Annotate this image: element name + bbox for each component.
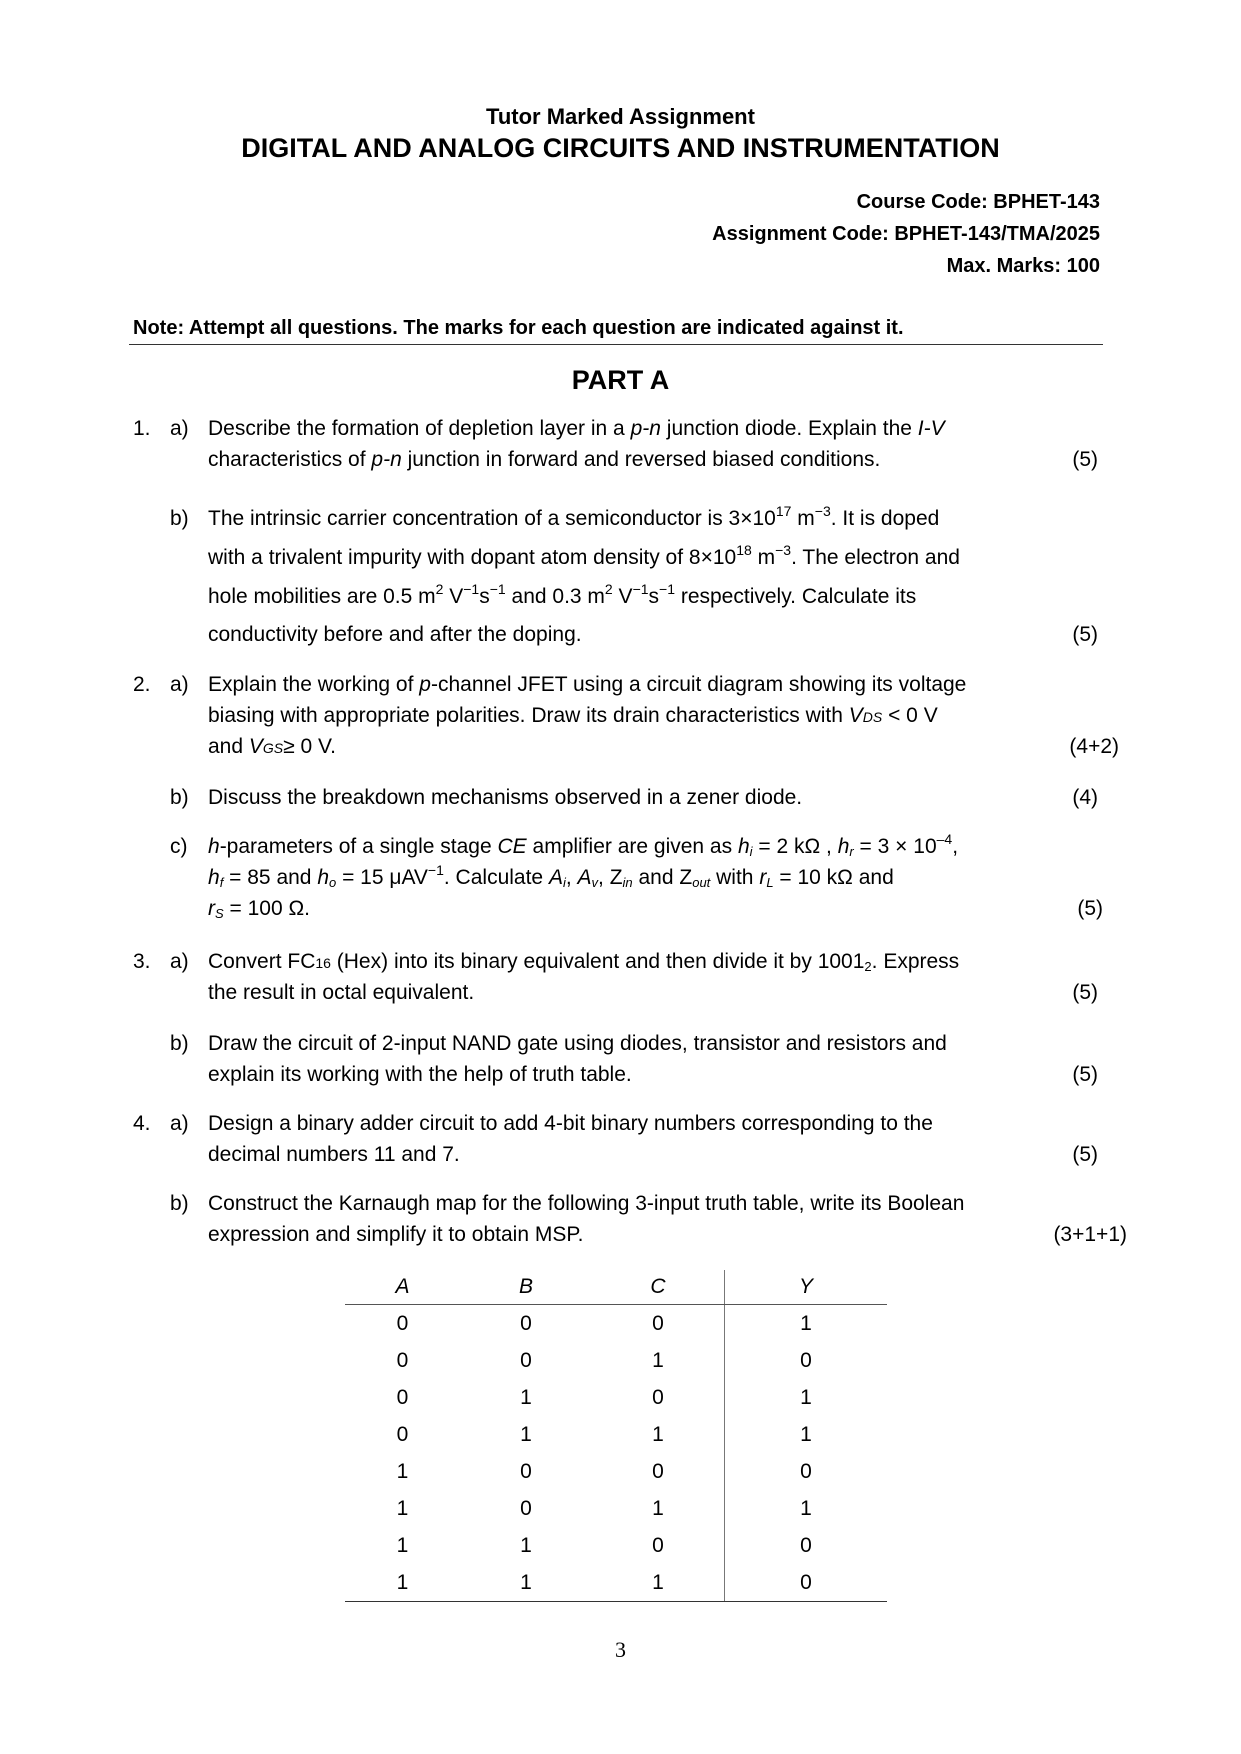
question-text-line: h-parameters of a single stage CE amplifier are given as $h_i = 2$ kΩ , $h_r = 3 \times 10^{-4}$, bbox=[208, 831, 959, 859]
marks: (5) bbox=[1077, 897, 1103, 920]
question-text-line: biasing with appropriate polarities. Draw its drain characteristics with VDS < 0 V bbox=[208, 704, 938, 727]
document-title: DIGITAL AND ANALOG CIRCUITS AND INSTRUMENTATION bbox=[241, 133, 1000, 163]
table-cell: 1 bbox=[396, 1459, 409, 1483]
table-row bbox=[345, 1490, 887, 1527]
table-cell: 1 bbox=[592, 1342, 725, 1379]
table-cell: 0 bbox=[520, 1348, 532, 1372]
sub-label: c) bbox=[170, 835, 188, 858]
table-cell: 1 bbox=[592, 1490, 725, 1527]
table-cell: 0 bbox=[800, 1348, 812, 1372]
table-cell: 1 bbox=[800, 1311, 812, 1335]
table-cell: 1 bbox=[800, 1496, 812, 1520]
table-cell: 1 bbox=[396, 1533, 409, 1557]
table-cell: 0 bbox=[396, 1311, 409, 1335]
table-row bbox=[345, 1527, 887, 1564]
assignment-code: Assignment Code: BPHET-143/TMA/2025 bbox=[712, 223, 1100, 245]
question-text-line: with a trivalent impurity with dopant atom density of $8\times 10^{18}$ $m^{-3}$. The electron and bbox=[208, 542, 960, 569]
question-number: 4. bbox=[133, 1112, 151, 1135]
table-cell: 1 bbox=[592, 1564, 725, 1602]
table-cell: 1 bbox=[396, 1496, 409, 1520]
marks: (4) bbox=[1072, 786, 1098, 809]
instructions-note: Note: Attempt all questions. The marks for each question are indicated against it. bbox=[133, 317, 904, 339]
sub-label: b) bbox=[170, 1192, 189, 1215]
question-text-line: decimal numbers 11 and 7. bbox=[208, 1143, 460, 1166]
table-cell: 0 bbox=[396, 1422, 409, 1446]
marks: (5) bbox=[1072, 1063, 1098, 1086]
table-cell: 0 bbox=[592, 1379, 725, 1416]
table-cell: 1 bbox=[592, 1416, 725, 1453]
question-text-line: The intrinsic carrier concentration of a semiconductor is $3\times 10^{17}$ $m^{-3}$. It is doped bbox=[208, 503, 940, 530]
question-text-line: $h_f = 85$ and $h_o = 15$ μAV$^{-1}$. Calculate $A_i$, $A_v$, $Z_{in}$ and $Z_{out}$ with $r_L = 10$ kΩ and bbox=[208, 862, 894, 890]
table-cell: 1 bbox=[460, 1564, 592, 1602]
table-row bbox=[345, 1379, 887, 1416]
question-text-line: and VGS≥ 0 V. bbox=[208, 735, 336, 758]
marks: (5) bbox=[1072, 623, 1098, 646]
table-cell: 0 bbox=[396, 1348, 409, 1372]
question-text-line: Design a binary adder circuit to add 4-bit binary numbers corresponding to the bbox=[208, 1112, 933, 1135]
question-text-line: Convert FC16 (Hex) into its binary equivalent and then divide it by $1001_2$. Express bbox=[208, 950, 960, 974]
sub-label: a) bbox=[170, 1112, 189, 1135]
truth-table bbox=[345, 1270, 887, 1602]
sub-label: b) bbox=[170, 507, 189, 530]
page-number: 3 bbox=[615, 1637, 626, 1662]
question-text-line: conductivity before and after the doping. bbox=[208, 623, 582, 646]
question-text-line: Describe the formation of depletion layer in a p-n junction diode. Explain the I-V bbox=[208, 417, 945, 440]
question-text-line: characteristics of p-n junction in forward and reversed biased conditions. bbox=[208, 448, 881, 471]
question-number: 3. bbox=[133, 950, 151, 973]
table-cell: 0 bbox=[800, 1533, 812, 1557]
document-subtitle: Tutor Marked Assignment bbox=[486, 104, 755, 129]
question-text-line: explain its working with the help of truth table. bbox=[208, 1063, 632, 1086]
part-title: PART A bbox=[571, 365, 670, 395]
question-text-line: hole mobilities are 0.5 $m^2$ $V^{-1}s^{-1}$ and 0.3 $m^2$ $V^{-1}s^{-1}$ respectively. Calculate its bbox=[208, 581, 917, 608]
table-cell: 1 bbox=[345, 1564, 460, 1602]
table-cell: 0 bbox=[592, 1453, 725, 1490]
question-number: 2. bbox=[133, 673, 151, 696]
table-row bbox=[345, 1342, 887, 1379]
table-cell: 1 bbox=[520, 1385, 532, 1409]
table-cell: 1 bbox=[520, 1533, 532, 1557]
question-text-line: $r_S = 100$ Ω. bbox=[208, 897, 311, 921]
max-marks: Max. Marks: 100 bbox=[946, 255, 1100, 277]
table-cell: 0 bbox=[592, 1305, 725, 1343]
table-cell: 0 bbox=[592, 1527, 725, 1564]
table-cell: 1 bbox=[520, 1422, 532, 1446]
table-row bbox=[345, 1564, 887, 1602]
sub-label: a) bbox=[170, 673, 189, 696]
question-text-line: expression and simplify it to obtain MSP. bbox=[208, 1223, 584, 1246]
question-text-line: Explain the working of p-channel JFET using a circuit diagram showing its voltage bbox=[208, 673, 967, 696]
marks: (5) bbox=[1072, 1143, 1098, 1166]
column-header-y: Y bbox=[725, 1270, 888, 1305]
column-header-a: A bbox=[345, 1270, 460, 1305]
column-header-b: B bbox=[460, 1270, 592, 1305]
question-text-line: Draw the circuit of 2-input NAND gate using diodes, transistor and resistors and bbox=[208, 1032, 947, 1055]
table-cell: 0 bbox=[520, 1459, 532, 1483]
column-header-c: C bbox=[592, 1270, 725, 1305]
marks: (5) bbox=[1072, 448, 1098, 471]
table-cell: 1 bbox=[800, 1422, 812, 1446]
table-cell: 1 bbox=[800, 1385, 812, 1409]
sub-label: b) bbox=[170, 1032, 189, 1055]
marks: (5) bbox=[1072, 981, 1098, 1004]
question-number: 1. bbox=[133, 417, 151, 440]
sub-label: a) bbox=[170, 950, 189, 973]
table-row bbox=[345, 1416, 887, 1453]
table-cell: 0 bbox=[520, 1311, 532, 1335]
table-row bbox=[345, 1453, 887, 1490]
marks: (4+2) bbox=[1069, 735, 1119, 758]
course-code: Course Code: BPHET-143 bbox=[856, 191, 1100, 213]
sub-label: a) bbox=[170, 417, 189, 440]
table-cell: 0 bbox=[800, 1459, 812, 1483]
table-row bbox=[345, 1305, 887, 1343]
question-text-line: Discuss the breakdown mechanisms observed in a zener diode. bbox=[208, 786, 803, 809]
table-header-row bbox=[345, 1270, 887, 1305]
marks: (3+1+1) bbox=[1053, 1223, 1127, 1246]
question-text-line: Construct the Karnaugh map for the following 3-input truth table, write its Boolean bbox=[208, 1192, 965, 1215]
table-cell: 0 bbox=[725, 1564, 888, 1602]
question-text-line: the result in octal equivalent. bbox=[208, 981, 475, 1004]
table-cell: 0 bbox=[520, 1496, 532, 1520]
note-divider bbox=[129, 344, 1103, 345]
sub-label: b) bbox=[170, 786, 189, 809]
table-cell: 0 bbox=[396, 1385, 409, 1409]
